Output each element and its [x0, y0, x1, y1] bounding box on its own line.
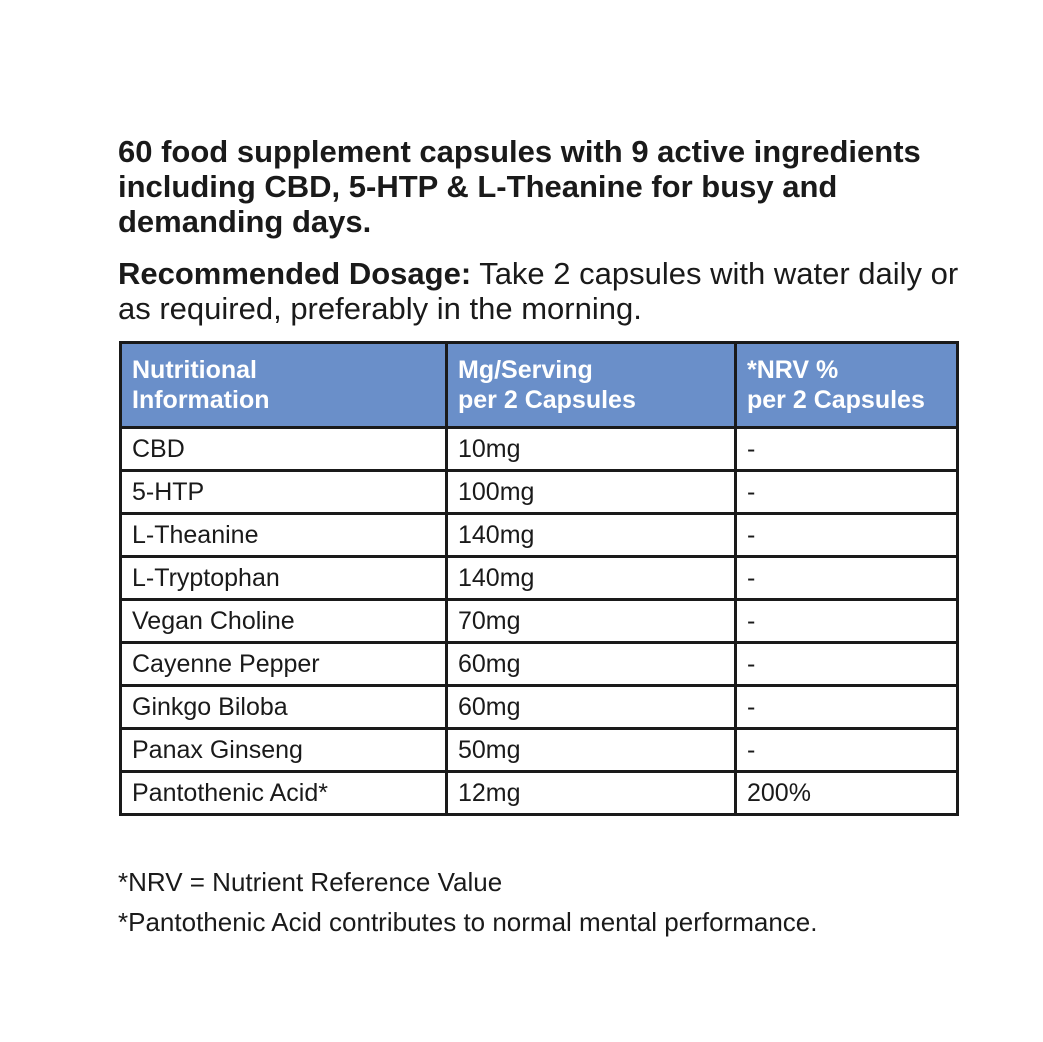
ingredient-amount: 100mg [447, 471, 736, 514]
ingredient-name: Vegan Choline [121, 600, 447, 643]
footnote-pantothenic-acid: *Pantothenic Acid contributes to normal mental performance. [118, 907, 818, 937]
ingredient-name: L-Tryptophan [121, 557, 447, 600]
ingredient-nrv: - [736, 514, 958, 557]
ingredient-name: L-Theanine [121, 514, 447, 557]
table-header-row [121, 343, 958, 428]
ingredient-name: Ginkgo Biloba [121, 686, 447, 729]
dosage-text: Take 2 capsules with water daily or as required, preferably in the morning. [118, 256, 959, 326]
ingredient-amount: 140mg [447, 557, 736, 600]
ingredient-nrv: - [736, 428, 958, 471]
table-row [121, 643, 958, 686]
table-row [121, 471, 958, 514]
table-row [121, 514, 958, 557]
product-description: 60 food supplement capsules with 9 active ingredients including CBD, 5-HTP & L-Theanine for busy and demanding days. [118, 134, 921, 239]
table-row [121, 428, 958, 471]
table-row [121, 729, 958, 772]
ingredient-name: Cayenne Pepper [121, 643, 447, 686]
nutrition-table [119, 341, 959, 816]
ingredient-nrv: - [736, 471, 958, 514]
ingredient-name: Panax Ginseng [121, 729, 447, 772]
header-mg-per-serving: Mg/Serving per 2 Capsules [447, 343, 736, 428]
header-nrv-percent: *NRV % per 2 Capsules [736, 343, 958, 428]
table-row [121, 772, 958, 815]
recommended-dosage [118, 256, 978, 326]
ingredient-nrv: 200% [736, 772, 958, 815]
ingredient-amount: 60mg [447, 643, 736, 686]
table-row [121, 686, 958, 729]
ingredient-amount: 50mg [447, 729, 736, 772]
ingredient-nrv: - [736, 557, 958, 600]
ingredient-name: 5-HTP [121, 471, 447, 514]
ingredient-amount: 60mg [447, 686, 736, 729]
ingredient-name: CBD [121, 428, 447, 471]
ingredient-nrv: - [736, 729, 958, 772]
dosage-label: Recommended Dosage: [118, 256, 472, 291]
footnote-nrv: *NRV = Nutrient Reference Value [118, 867, 503, 897]
ingredient-nrv: - [736, 686, 958, 729]
ingredient-amount: 70mg [447, 600, 736, 643]
ingredient-amount: 140mg [447, 514, 736, 557]
ingredient-nrv: - [736, 600, 958, 643]
table-row [121, 557, 958, 600]
ingredient-amount: 10mg [447, 428, 736, 471]
ingredient-name: Pantothenic Acid* [121, 772, 447, 815]
ingredient-nrv: - [736, 643, 958, 686]
table-row [121, 600, 958, 643]
header-nutritional-information: Nutritional Information [121, 343, 447, 428]
ingredient-amount: 12mg [447, 772, 736, 815]
